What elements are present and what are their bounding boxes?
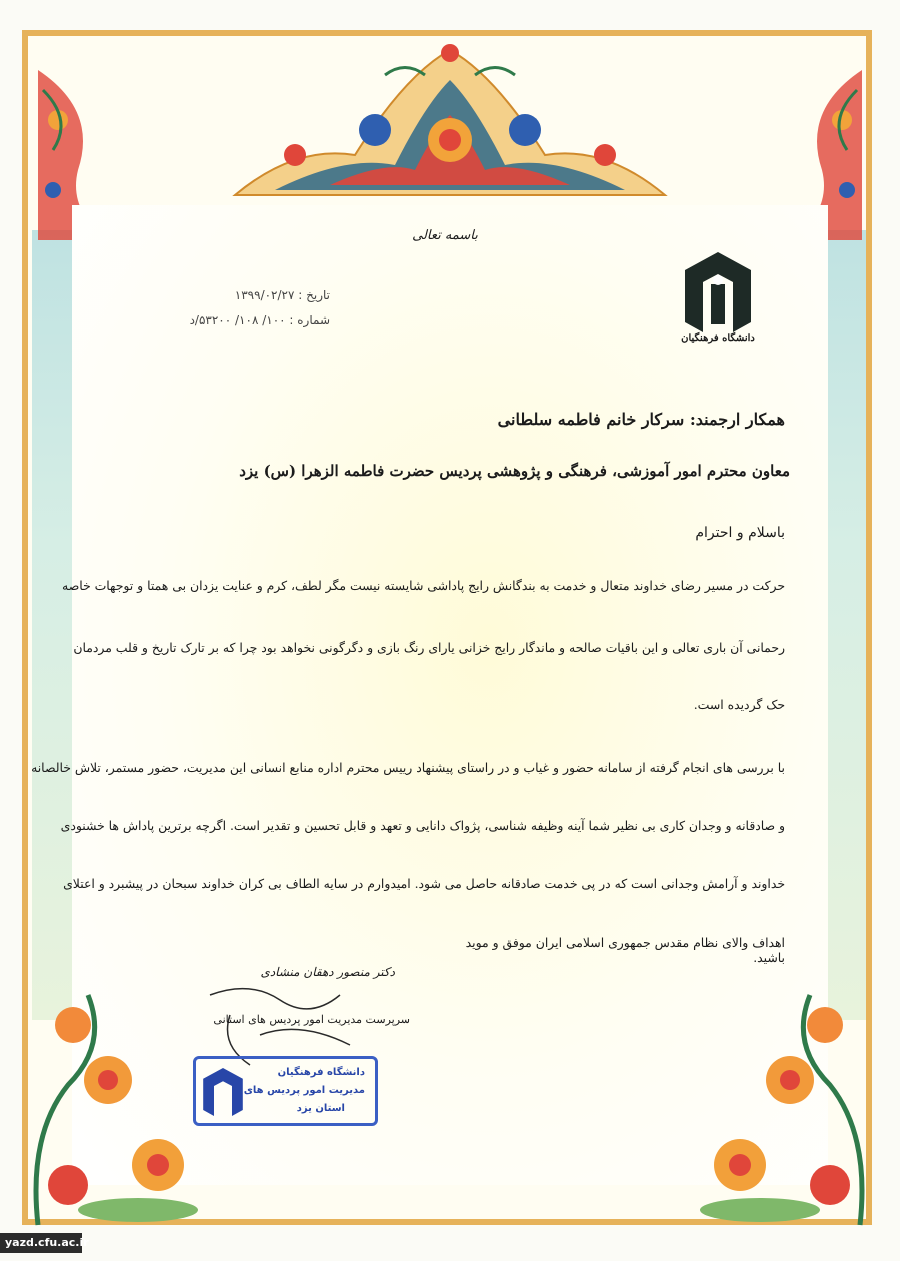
body-paragraph-1-line-2: رحمانی آن باری تعالی و این باقیات صالحه و ماندگار رایج خزانی یارای رنگ بازی و دگرگونی نخواهد بود چرا که بر تارک تاریخ و قلب مردمان <box>73 640 785 655</box>
site-tag: yazd.cfu.ac.ir <box>0 1233 82 1253</box>
bottom-right-floral-ornament <box>680 985 870 1225</box>
logo-caption: دانشگاه فرهنگیان <box>681 333 755 344</box>
stamp-line-2: مدیریت امور پردیس های <box>243 1085 365 1096</box>
stamp-line-3: استان یزد <box>296 1103 345 1114</box>
body-paragraph-1-line-3: حک گردیده است. <box>693 697 785 712</box>
stamp-line-1: دانشگاه فرهنگیان <box>277 1067 365 1078</box>
stamp-logo-icon <box>202 1067 244 1117</box>
number-label: شماره : ۱۰۰/ ۱۰۸/ ۵۳۲۰۰/د <box>189 313 330 327</box>
body-paragraph-2-line-3: خداوند و آرامش وجدانی است که در پی خدمت صادقانه حاصل می شود. امیدوارم در سایه الطاف بی کران خداوند سبحان در پیشبرد و اعتلای <box>63 876 785 891</box>
left-ornament-band <box>32 230 76 1020</box>
signatory-title: سرپرست مدیریت امور پردیس های استانی <box>213 1013 410 1026</box>
salutation: باسلام و احترام <box>695 525 785 541</box>
university-logo <box>683 252 753 332</box>
body-paragraph-2-line-2: و صادقانه و وجدان کاری بی نظیر شما آینه وظیفه شناسی، پژواک دانایی و تعهد و قابل تحسین و تقدیر است. اگرچه برترین پاداش ها خشنودی <box>60 818 785 833</box>
recipient-line-1: همکار ارجمند: سرکار خانم فاطمه سلطانی <box>497 410 785 429</box>
date-label: تاریخ : ۱۳۹۹/۰۲/۲۷ <box>234 288 330 302</box>
body-paragraph-2-line-4: اهداف والای نظام مقدس جمهوری اسلامی ایران موفق و موید باشید. <box>465 935 785 965</box>
body-paragraph-1-line-1: حرکت در مسیر رضای خداوند متعال و خدمت به بندگانش رایج پاداشی شایسته نیست مگر لطف، کرم و عنایت یزدان بی همتا و توجهات خاصه <box>62 578 785 593</box>
right-ornament-band <box>822 230 866 1020</box>
invocation-text: باسمه تعالی <box>412 228 478 243</box>
official-stamp <box>193 1056 378 1126</box>
signatory-name: دکتر منصور دهقان منشادی <box>260 965 395 979</box>
body-paragraph-2-line-1: با بررسی های انجام گرفته از سامانه حضور و غیاب و در راستای پیشنهاد رییس محترم اداره منابع انسانی این مدیریت، حضور مستمر، تلاش خالصانه <box>31 760 785 775</box>
recipient-line-2: معاون محترم امور آموزشی، فرهنگی و پژوهشی پردیس حضرت فاطمه الزهرا (س) یزد <box>239 462 790 480</box>
top-floral-ornament <box>235 35 665 210</box>
